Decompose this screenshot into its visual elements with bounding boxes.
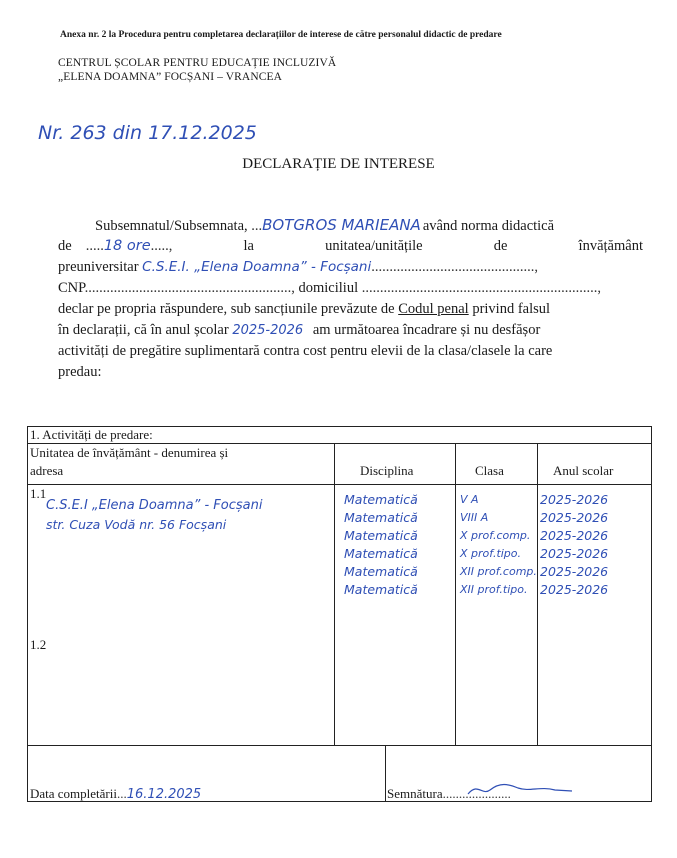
body-line-6: în declarații, că în anul școlar 2025-2026 am următoarea încadrare și nu desfășor [58, 322, 541, 338]
col-header-unit-2: adresa [30, 463, 64, 478]
entry-disc: Matematică [344, 546, 418, 561]
unit-name: C.S.E.I. „Elena Doamna” - Focșani [142, 259, 372, 275]
entry-clasa: X prof.tipo. [460, 547, 522, 560]
col-divider-3 [537, 443, 538, 745]
entry-disc: Matematică [344, 564, 418, 579]
norm-value: 18 ore [103, 238, 151, 254]
unit-cell-line-1: C.S.E.I „Elena Doamna” - Focșani [46, 498, 263, 513]
date-value: 16.12.2025 [126, 787, 202, 802]
entry-clasa: XII prof.tipo. [460, 583, 528, 596]
col-header-year: Anul scolar [553, 463, 614, 478]
signature-field: Semnătura..................... [387, 786, 511, 801]
footer-divider [385, 745, 386, 801]
entry-disc: Matematică [344, 582, 418, 597]
entry-an: 2025-2026 [540, 582, 609, 597]
col-header-discipline: Disciplina [360, 463, 414, 478]
entry-an: 2025-2026 [540, 528, 609, 543]
entry-clasa: XII prof.comp. [460, 565, 537, 578]
entry-clasa: VIII A [460, 511, 489, 524]
entry-disc: Matematică [344, 528, 418, 543]
body-line-2: de .....18 ore....., la unitatea/unitățile de învățământ [58, 238, 643, 254]
table-border-header [27, 484, 652, 485]
col-divider-2 [455, 443, 456, 745]
signature-scribble [460, 778, 580, 800]
body-line-3: preuniversitar C.S.E.I. „Elena Doamna” - Focșani............................................., [58, 259, 538, 275]
entry-an: 2025-2026 [540, 546, 609, 561]
body-line-1: Subsemnatul/Subsemnata, ...BOTGROS MARIEANA având norma didactică [95, 216, 555, 234]
annex-header: Anexa nr. 2 la Procedura pentru completarea declarațiilor de interese de către personalul didactic de predare [60, 30, 502, 40]
row-number-1: 1.1 [30, 486, 47, 501]
document-title: DECLARAȚIE DE INTERESE [242, 156, 435, 172]
table-border-body [27, 745, 652, 746]
entry-disc: Matematică [344, 510, 418, 525]
table-border-section [27, 443, 652, 444]
institution-name-2: „ELENA DOAMNA” FOCȘANI – VRANCEA [58, 71, 283, 83]
institution-name: CENTRUL ȘCOLAR PENTRU EDUCAȚIE INCLUZIVĂ [58, 57, 337, 69]
row-number-2: 1.2 [30, 637, 47, 652]
col-header-unit: Unitatea de învățământ - denumirea și [30, 445, 229, 460]
table-border-right [651, 426, 652, 801]
entry-clasa: X prof.comp. [460, 529, 531, 542]
entry-an: 2025-2026 [540, 492, 609, 507]
declarant-name: BOTGROS MARIEANA [262, 216, 421, 234]
col-header-class: Clasa [475, 463, 504, 478]
col-divider-1 [334, 443, 335, 745]
entry-an: 2025-2026 [540, 564, 609, 579]
entry-disc: Matematică [344, 492, 418, 507]
unit-cell-line-2: str. Cuza Vodă nr. 56 Focșani [46, 517, 227, 532]
body-line-5: declar pe propria răspundere, sub sancțiunile prevăzute de Codul penal privind falsul [58, 301, 551, 317]
entry-clasa: V A [460, 493, 479, 506]
date-field: Data completării...16.12.2025 [30, 786, 202, 802]
school-year: 2025-2026 [232, 323, 304, 338]
body-line-8: predau: [58, 364, 102, 380]
section-title: 1. Activități de predare: [30, 427, 153, 442]
registration-number: Nr. 263 din 17.12.2025 [38, 122, 257, 144]
entry-an: 2025-2026 [540, 510, 609, 525]
body-line-4: CNP........................................................., domiciliul ................................................................., [58, 280, 601, 296]
body-line-7: activități de pregătire suplimentară contra cost pentru elevii de la clasa/clasele la care [58, 343, 553, 359]
table-border-left [27, 426, 28, 801]
